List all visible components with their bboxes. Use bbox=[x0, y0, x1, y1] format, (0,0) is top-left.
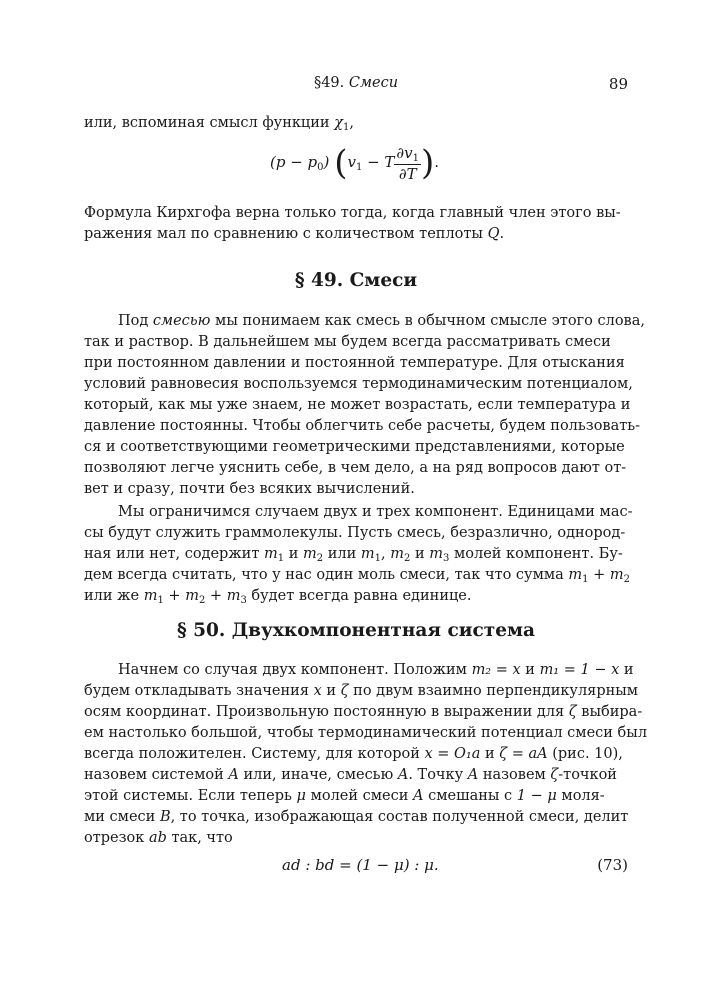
partial-fraction bbox=[394, 144, 421, 183]
kirchhoff-text: ражения мал по сравнению с количеством теплоты bbox=[84, 226, 483, 242]
sec49-line-9: вет и сразу, почти без всяких вычислений. bbox=[84, 481, 415, 497]
text: назовем системой bbox=[84, 767, 224, 783]
intro-text: или, вспоминая смысл функции bbox=[84, 115, 330, 131]
kirchhoff-period: . bbox=[499, 226, 505, 242]
chi-symbol: χ bbox=[334, 115, 343, 131]
sec49-line-5: который, как мы уже знаем, не может возрастать, если температура и bbox=[84, 397, 631, 413]
math: A bbox=[397, 767, 409, 783]
math: x = O₁a bbox=[424, 746, 481, 762]
sec49-line-8: позволяют легче уяснить себе, в чем дело, а на ряд вопросов дают от- bbox=[84, 460, 627, 476]
sec49-line-2: так и раствор. В дальнейшем мы будем всегда рассматривать смеси bbox=[84, 334, 611, 350]
formula-left-close: ) bbox=[323, 153, 330, 171]
m-symbol: m bbox=[609, 567, 624, 583]
math: A bbox=[228, 767, 239, 783]
chi-subscript: 1 bbox=[343, 122, 350, 133]
text: отрезок bbox=[84, 830, 145, 846]
sec49-line-1 bbox=[84, 311, 645, 332]
sub: 2 bbox=[198, 595, 206, 606]
text: по двум взаимно перпендикулярным bbox=[353, 683, 639, 699]
sec50-line-1 bbox=[84, 660, 634, 681]
m-symbol: m bbox=[429, 546, 443, 562]
sec49-p2-line-1: Мы ограничимся случаем двух и трех компонент. Единицами мас- bbox=[118, 504, 633, 520]
math: m₂ = x bbox=[471, 662, 521, 678]
plus: + bbox=[163, 588, 186, 604]
sec50-line-5 bbox=[84, 744, 628, 765]
sec49-p2-line-3: ная или нет, содержит $m_1$ и $m_2$ или $m_1$, $m_2$ и $m_3$ молей компонент. Бу- bbox=[84, 546, 623, 564]
text: мы понимаем как смесь в обычном смысле этого слова, bbox=[215, 313, 645, 329]
math: ab bbox=[148, 830, 167, 846]
math: ζ = aA bbox=[499, 746, 548, 762]
sec49-line-4: условий равновесия воспользуемся термодинамическим потенциалом, bbox=[84, 376, 633, 392]
text: Под bbox=[118, 313, 149, 329]
text: ная или нет, содержит bbox=[84, 546, 260, 562]
m-symbol: m bbox=[303, 546, 317, 562]
math: 1 − μ bbox=[516, 788, 557, 804]
sec49-line-6: давление постоянны. Чтобы облегчить себе расчеты, будем пользовать- bbox=[84, 418, 641, 434]
text: всегда положителен. Систему, для которой bbox=[84, 746, 420, 762]
kirchhoff-line-1: Формула Кирхгофа верна только тогда, когда главный член этого вы- bbox=[84, 205, 621, 221]
formula-period: . bbox=[434, 153, 440, 171]
text: и bbox=[623, 662, 634, 678]
formula-v-sub: 1 bbox=[355, 162, 363, 173]
plus: + bbox=[588, 567, 610, 583]
m-symbol: m bbox=[185, 588, 199, 604]
text: и bbox=[485, 746, 495, 762]
sec49-p2-line-2: сы будут служить граммолекулы. Пусть смесь, безразлично, однород- bbox=[84, 525, 626, 541]
text: дем всегда считать, что у нас один моль смеси, так что сумма bbox=[84, 567, 564, 583]
section-49-heading: § 49. Смеси bbox=[294, 270, 418, 291]
text: или bbox=[327, 546, 357, 562]
sec49-line-7: ся и соответствующими геометрическими представлениями, которые bbox=[84, 439, 625, 455]
text: будет всегда равна единице. bbox=[251, 588, 472, 604]
text: и bbox=[525, 662, 535, 678]
equation-73: ad : bd = (1 − μ) : μ. bbox=[282, 856, 439, 874]
text: моля- bbox=[561, 788, 605, 804]
section-50-heading: § 50. Двухкомпонентная система bbox=[176, 620, 536, 641]
math: ζ bbox=[568, 704, 577, 720]
formula-minus-t: − T bbox=[362, 153, 395, 171]
text: молей компонент. Бу- bbox=[453, 546, 623, 562]
formula-left: (p − p bbox=[270, 153, 318, 171]
text: молей смеси bbox=[310, 788, 409, 804]
text: Начнем со случая двух компонент. Положим bbox=[118, 662, 467, 678]
paren-close: ) bbox=[421, 143, 435, 183]
sec50-line-3 bbox=[84, 702, 643, 723]
sec49-line-3: при постоянном давлении и постоянной температуре. Для отыскания bbox=[84, 355, 625, 371]
header-section-title: Смеси bbox=[348, 75, 399, 91]
text: так, что bbox=[171, 830, 233, 846]
sec50-line-9 bbox=[84, 828, 628, 849]
intro-tail: , bbox=[349, 115, 354, 131]
frac-num-text: ∂v bbox=[396, 143, 413, 162]
sec50-line-7 bbox=[84, 786, 628, 807]
math: A bbox=[413, 788, 424, 804]
formula-dissolution-heat bbox=[270, 143, 439, 183]
text: и bbox=[288, 546, 299, 562]
plus: + bbox=[205, 588, 227, 604]
running-header bbox=[84, 75, 628, 95]
formula-v: v bbox=[347, 153, 356, 171]
m-symbol: m bbox=[263, 546, 278, 562]
sub: 2 bbox=[403, 553, 411, 564]
math: x bbox=[313, 683, 322, 699]
text: или же bbox=[84, 588, 140, 604]
sec50-line-2 bbox=[84, 681, 639, 702]
sub: 2 bbox=[623, 574, 631, 585]
q-symbol: Q bbox=[487, 226, 500, 242]
kirchhoff-line-2 bbox=[84, 224, 628, 245]
header-section-mark: §49. bbox=[313, 75, 345, 91]
sec50-line-8 bbox=[84, 807, 628, 828]
text: осям координат. Произвольную постоянную в выражении для bbox=[84, 704, 565, 720]
text: или, иначе, смесью bbox=[243, 767, 394, 783]
math: ζ bbox=[550, 767, 559, 783]
math: B bbox=[159, 809, 171, 825]
m-symbol: m bbox=[360, 546, 375, 562]
text: назовем bbox=[482, 767, 546, 783]
intro-line bbox=[84, 113, 628, 138]
text: будем откладывать значения bbox=[84, 683, 309, 699]
emphasis-smes: смесью bbox=[152, 313, 211, 329]
math: A bbox=[467, 767, 479, 783]
m-symbol: m bbox=[568, 567, 583, 583]
text: -точкой bbox=[558, 767, 617, 783]
paren-open: ( bbox=[334, 143, 348, 183]
math: m₁ = 1 − x bbox=[539, 662, 620, 678]
math: μ bbox=[296, 788, 306, 804]
page-number: 89 bbox=[608, 75, 628, 93]
text: ми смеси bbox=[84, 809, 156, 825]
text: смешаны с bbox=[428, 788, 513, 804]
m-symbol: m bbox=[226, 588, 241, 604]
running-title bbox=[84, 75, 628, 91]
text: (рис. 10), bbox=[552, 746, 623, 762]
sec50-line-4: ем настолько большой, чтобы термодинамический потенциал смеси был bbox=[84, 725, 648, 741]
sec49-p2-line-5 bbox=[84, 586, 628, 611]
math: ζ bbox=[340, 683, 349, 699]
sub: 3 bbox=[443, 553, 450, 564]
equation-number-73: (73) bbox=[597, 856, 628, 874]
fraction-numerator bbox=[394, 144, 421, 165]
text: , то точка, изображающая состав полученной смеси, делит bbox=[170, 809, 629, 825]
text: и bbox=[326, 683, 337, 699]
text: выбира- bbox=[581, 704, 643, 720]
m-symbol: m bbox=[390, 546, 404, 562]
formula-left-sub: 0 bbox=[317, 162, 324, 173]
fraction-denominator: ∂T bbox=[398, 164, 417, 183]
text: этой системы. Если теперь bbox=[84, 788, 292, 804]
sub: 3 bbox=[240, 595, 247, 606]
sub: 2 bbox=[316, 553, 324, 564]
sub: 1 bbox=[157, 595, 164, 606]
sub: 1 bbox=[277, 553, 285, 564]
sec50-line-6 bbox=[84, 765, 628, 786]
text: и bbox=[414, 546, 425, 562]
text: . Точку bbox=[408, 767, 464, 783]
m-symbol: m bbox=[143, 588, 158, 604]
frac-num-sub: 1 bbox=[412, 152, 420, 164]
sub: 1 bbox=[582, 574, 589, 585]
sub: 1 bbox=[374, 553, 382, 564]
